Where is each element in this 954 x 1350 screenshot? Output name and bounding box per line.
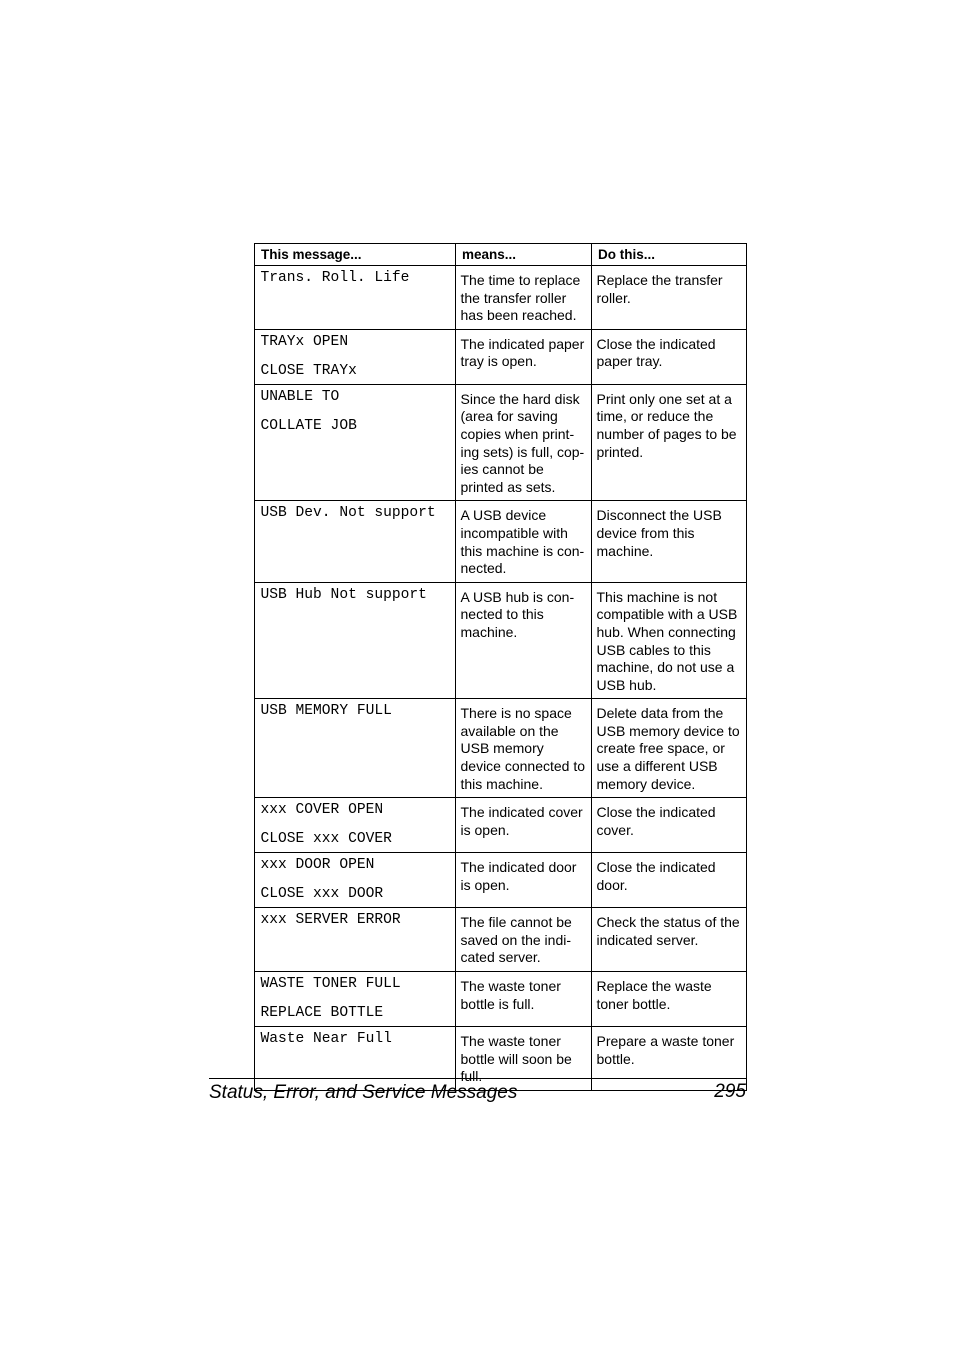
means-cell-line: device connected to bbox=[460, 758, 586, 775]
message-cell-line: USB Dev. Not support bbox=[260, 505, 436, 522]
means-cell-line: the transfer roller bbox=[460, 289, 567, 306]
means-cell-line: The waste toner bbox=[460, 1033, 561, 1050]
message-cell-line: USB MEMORY FULL bbox=[260, 703, 392, 720]
do-this-cell bbox=[592, 384, 747, 501]
means-cell-line: this machine. bbox=[460, 775, 543, 792]
do-this-cell-line: Print only one set at a bbox=[596, 390, 732, 407]
message-cell bbox=[255, 501, 456, 582]
means-cell bbox=[456, 853, 592, 908]
do-this-cell bbox=[592, 699, 747, 798]
do-this-cell-line: machine, do not use a bbox=[596, 659, 735, 676]
do-this-cell bbox=[592, 582, 747, 699]
do-this-cell-line: cover. bbox=[596, 821, 634, 838]
means-cell-line: is open. bbox=[460, 821, 510, 838]
message-cell-line: CLOSE xxx DOOR bbox=[260, 886, 384, 903]
page-number: 295 bbox=[714, 1081, 746, 1102]
means-cell-line: USB memory bbox=[460, 740, 544, 757]
means-cell-line: saved on the indi- bbox=[460, 931, 572, 948]
do-this-cell-line: number of pages to be bbox=[596, 425, 737, 442]
table-header-row bbox=[255, 244, 747, 266]
column-header-do-this: Do this... bbox=[592, 244, 747, 266]
means-cell-line: The time to replace bbox=[460, 272, 581, 288]
message-cell-line: xxx COVER OPEN bbox=[260, 802, 384, 819]
do-this-cell-line: time, or reduce the bbox=[596, 408, 714, 425]
do-this-cell-line: Delete data from the bbox=[596, 705, 724, 722]
message-cell-line: UNABLE TO bbox=[260, 388, 340, 405]
table-row bbox=[255, 972, 747, 1027]
means-cell bbox=[456, 699, 592, 798]
do-this-cell-line: Replace the waste bbox=[596, 978, 712, 995]
column-header-message: This message... bbox=[255, 244, 456, 266]
message-cell bbox=[255, 798, 456, 853]
do-this-cell bbox=[592, 266, 747, 330]
table-row bbox=[255, 329, 747, 384]
do-this-cell-line: paper tray. bbox=[596, 353, 663, 370]
do-this-cell-line: USB cables to this bbox=[596, 641, 711, 658]
means-cell-line: ies cannot be bbox=[460, 461, 544, 478]
means-cell bbox=[456, 501, 592, 582]
means-cell-line: is open. bbox=[460, 876, 510, 893]
means-cell-line: Since the hard disk bbox=[460, 390, 580, 407]
means-cell-line: tray is open. bbox=[460, 353, 537, 370]
do-this-cell-line: printed. bbox=[596, 443, 644, 460]
do-this-cell-line: memory device. bbox=[596, 775, 696, 792]
table-row bbox=[255, 582, 747, 699]
table-body bbox=[255, 266, 747, 1091]
message-cell-line: COLLATE JOB bbox=[260, 417, 357, 434]
means-cell bbox=[456, 266, 592, 330]
means-cell bbox=[456, 908, 592, 972]
table-row bbox=[255, 798, 747, 853]
means-cell-line: has been reached. bbox=[460, 307, 577, 324]
means-cell-line: The indicated door bbox=[460, 859, 577, 876]
do-this-cell-line: USB memory device to bbox=[596, 722, 740, 739]
means-cell-line: copies when print- bbox=[460, 425, 575, 442]
do-this-cell bbox=[592, 972, 747, 1027]
do-this-cell-line: machine. bbox=[596, 542, 654, 559]
do-this-cell-line: compatible with a USB bbox=[596, 606, 738, 623]
means-cell-line: full. bbox=[460, 1068, 483, 1085]
means-cell-line: The file cannot be bbox=[460, 914, 572, 931]
message-cell bbox=[255, 384, 456, 501]
means-cell-line: nected. bbox=[460, 560, 507, 577]
do-this-cell-line: toner bottle. bbox=[596, 995, 671, 1012]
table-row bbox=[255, 501, 747, 582]
do-this-cell-line: This machine is not bbox=[596, 588, 718, 605]
do-this-cell-line: indicated server. bbox=[596, 931, 699, 948]
footer-section-title: Status, Error, and Service Messages bbox=[209, 1082, 518, 1103]
do-this-cell-line: bottle. bbox=[596, 1050, 635, 1067]
footer-divider bbox=[209, 1078, 746, 1079]
table-row bbox=[255, 384, 747, 501]
means-cell bbox=[456, 972, 592, 1027]
message-cell-line: Trans. Roll. Life bbox=[260, 270, 410, 286]
means-cell-line: The waste toner bbox=[460, 978, 561, 995]
means-cell bbox=[456, 384, 592, 501]
means-cell bbox=[456, 582, 592, 699]
do-this-cell-line: Close the indicated bbox=[596, 859, 716, 876]
means-cell-line: cated server. bbox=[460, 949, 541, 966]
column-header-means: means... bbox=[456, 244, 592, 266]
means-cell-line: ing sets) is full, cop- bbox=[460, 443, 585, 460]
table-row bbox=[255, 699, 747, 798]
message-cell-line: xxx DOOR OPEN bbox=[260, 857, 375, 874]
do-this-cell-line: use a different USB bbox=[596, 758, 718, 775]
message-cell bbox=[255, 699, 456, 798]
do-this-cell bbox=[592, 798, 747, 853]
means-cell-line: A USB device bbox=[460, 507, 547, 524]
do-this-cell-line: create free space, or bbox=[596, 740, 725, 757]
message-cell bbox=[255, 908, 456, 972]
do-this-cell-line: Check the status of the bbox=[596, 914, 740, 931]
message-cell-line: WASTE TONER FULL bbox=[260, 976, 401, 993]
means-cell-line: available on the bbox=[460, 722, 559, 739]
message-cell-line: USB Hub Not support bbox=[260, 586, 427, 603]
do-this-cell-line: hub. When connecting bbox=[596, 623, 736, 640]
do-this-cell bbox=[592, 908, 747, 972]
do-this-cell-line: door. bbox=[596, 876, 628, 893]
means-cell-line: nected to this bbox=[460, 606, 544, 623]
message-cell bbox=[255, 853, 456, 908]
means-cell-line: A USB hub is con- bbox=[460, 588, 575, 605]
means-cell-line: (area for saving bbox=[460, 408, 558, 425]
do-this-cell-line: USB hub. bbox=[596, 676, 657, 693]
table-row bbox=[255, 853, 747, 908]
message-cell-line: TRAYx OPEN bbox=[260, 333, 349, 350]
messages-table bbox=[254, 243, 747, 1091]
means-cell-line: bottle is full. bbox=[460, 995, 535, 1012]
do-this-cell-line: Close the indicated bbox=[596, 335, 716, 352]
means-cell-line: this machine is con- bbox=[460, 542, 585, 559]
message-cell bbox=[255, 266, 456, 330]
message-cell-line: Waste Near Full bbox=[260, 1031, 392, 1048]
do-this-cell-line: Prepare a waste toner bbox=[596, 1033, 735, 1050]
means-cell-line: incompatible with bbox=[460, 524, 568, 541]
message-cell bbox=[255, 329, 456, 384]
means-cell-line: bottle will soon be bbox=[460, 1050, 572, 1067]
means-cell bbox=[456, 329, 592, 384]
do-this-cell-line: Replace the transfer bbox=[596, 272, 723, 288]
means-cell-line: There is no space bbox=[460, 705, 572, 722]
message-cell-line: xxx SERVER ERROR bbox=[260, 912, 401, 929]
message-cell-line: CLOSE TRAYx bbox=[260, 362, 357, 379]
do-this-cell bbox=[592, 501, 747, 582]
do-this-cell bbox=[592, 853, 747, 908]
message-cell bbox=[255, 972, 456, 1027]
do-this-cell-line: Disconnect the USB bbox=[596, 507, 722, 524]
table-row bbox=[255, 908, 747, 972]
means-cell-line: The indicated paper bbox=[460, 335, 585, 352]
do-this-cell-line: device from this bbox=[596, 524, 695, 541]
message-cell bbox=[255, 582, 456, 699]
do-this-cell-line: roller. bbox=[596, 289, 631, 306]
means-cell-line: machine. bbox=[460, 623, 518, 640]
means-cell bbox=[456, 798, 592, 853]
message-cell-line: CLOSE xxx COVER bbox=[260, 831, 392, 848]
do-this-cell bbox=[592, 329, 747, 384]
message-cell-line: REPLACE BOTTLE bbox=[260, 1005, 384, 1022]
do-this-cell-line: Close the indicated bbox=[596, 804, 716, 821]
means-cell-line: printed as sets. bbox=[460, 478, 556, 495]
table-row bbox=[255, 266, 747, 330]
means-cell-line: The indicated cover bbox=[460, 804, 583, 821]
